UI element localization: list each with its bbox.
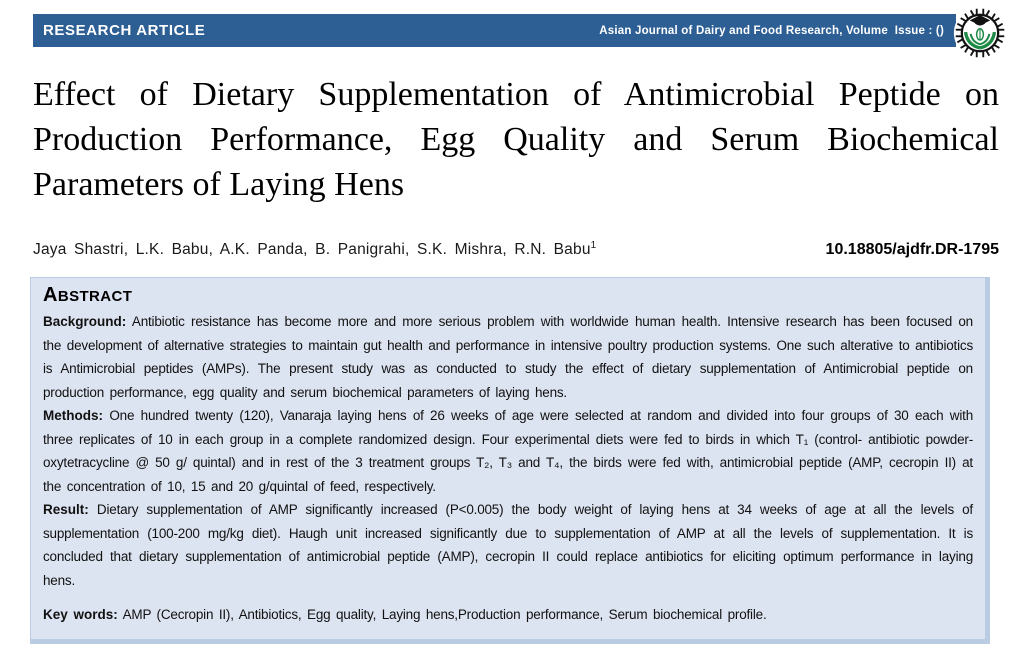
result-label: Result: xyxy=(43,502,89,517)
abstract-background-paragraph xyxy=(43,310,973,404)
methods-text: One hundred twenty (120), Vanaraja laying hens of 26 weeks of age were selected at random and divided into four groups of 30 each with three replicates of 10 in each group in a complete randomized design. Four experimental diets were fed to birds in which T₁ (control- antibiotic powder-oxytetracycline @ 50 g/ quintal) and in rest of the 3 treatment groups T₂, T₃ and T₄, the birds were fed with, antimicrobial peptide (AMP, cecropin II) at the concentration of 10, 15 and 20 g/quintal of feed, respectively. xyxy=(43,408,973,494)
background-label: Background: xyxy=(43,314,127,329)
journal-logo xyxy=(951,5,1009,61)
methods-label: Methods: xyxy=(43,408,103,423)
journal-banner xyxy=(33,14,956,47)
abstract-heading xyxy=(43,284,973,307)
journal-name: Asian Journal of Dairy and Food Research, Volume Issue : () xyxy=(599,24,944,37)
keywords-label: Key words: xyxy=(43,607,118,622)
abstract-heading-rest: BSTRACT xyxy=(57,288,133,305)
byline-row xyxy=(33,240,999,259)
abstract-result-paragraph xyxy=(43,498,973,592)
keywords-paragraph xyxy=(43,603,973,627)
abstract-methods-paragraph xyxy=(43,404,973,498)
abstract-section xyxy=(30,277,990,644)
result-text: Dietary supplementation of AMP significantly increased (P<0.005) the body weight of laying hens at 34 weeks of age at all the levels of supplementation (100-200 mg/kg diet). Haugh unit increased significantly due to supplementation of AMP at all the levels of supplementation. It is concluded that dietary supplementation of antimicrobial peptide (AMP), cecropin II could replace antibiotics for eliciting optimum performance in laying hens. xyxy=(43,502,973,588)
authors-text: Jaya Shastri, L.K. Babu, A.K. Panda, B. Panigrahi, S.K. Mishra, R.N. Babu xyxy=(33,241,591,259)
keywords-text: AMP (Cecropin II), Antibiotics, Egg quality, Laying hens,Production performance, Serum biochemical profile. xyxy=(122,607,767,622)
affiliation-superscript: 1 xyxy=(590,240,597,251)
article-type-label: RESEARCH ARTICLE xyxy=(43,22,206,39)
gear-emblem-icon xyxy=(951,5,1009,61)
article-title: Effect of Dietary Supplementation of Antimicrobial Peptide on Production Performance, Egg Quality and Serum Biochemical Parameters of Laying Hens xyxy=(33,76,999,203)
abstract-heading-initial: A xyxy=(43,284,58,306)
authors-line xyxy=(33,240,596,259)
doi-text: 10.18805/ajdfr.DR-1795 xyxy=(825,241,999,259)
background-text: Antibiotic resistance has become more and more serious problem with worldwide human health. Intensive research has been focused on the development of alternative strategies to maintain gut health and performance in intensive poultry production systems. One such alterative to antibiotics is Antimicrobial peptides (AMPs). The present study was as conducted to study the effect of dietary supplementation of Antimicrobial peptide on production performance, egg quality and serum biochemical parameters of laying hens. xyxy=(43,314,973,400)
